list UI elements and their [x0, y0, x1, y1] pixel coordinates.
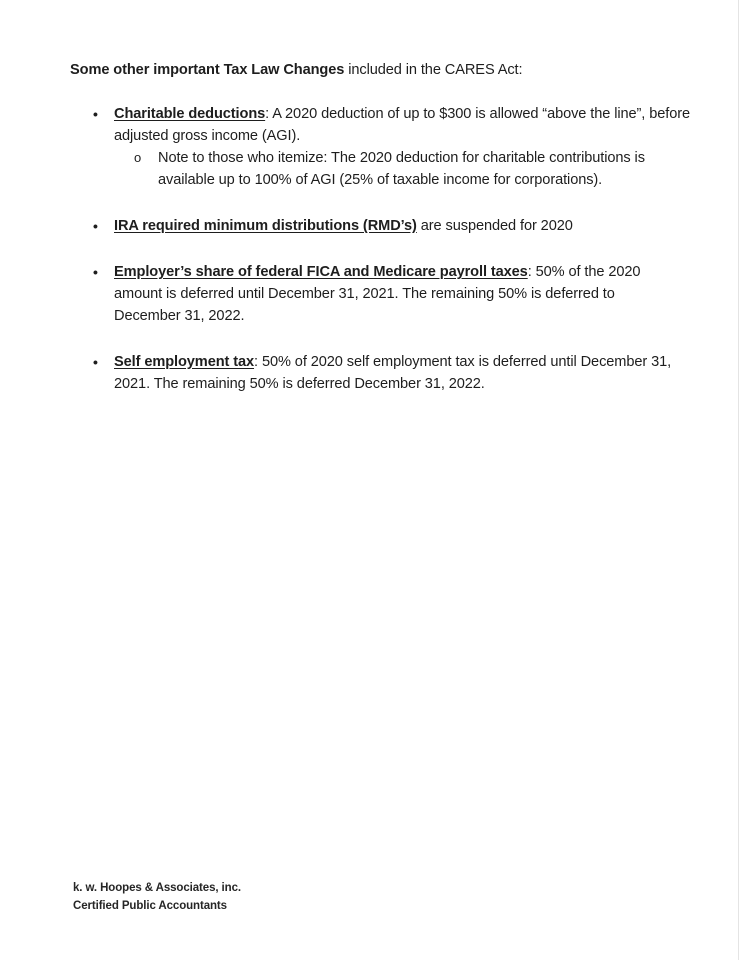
footer-signature: [73, 879, 241, 915]
item-lead: IRA required minimum distributions (RMD’s): [114, 218, 417, 234]
item-text: are suspended for 2020: [416, 218, 573, 234]
bullet-icon: •: [93, 218, 98, 234]
footer-firm-name: k. w. Hoopes & Associates, inc.: [73, 882, 241, 894]
list-item-ira-rmd: [88, 215, 698, 237]
footer-firm-subtitle: Certified Public Accountants: [73, 900, 227, 912]
section-heading: [70, 60, 522, 80]
heading-bold-text: Some other important Tax Law Changes: [70, 62, 345, 78]
item-lead: Employer’s share of federal FICA and Medicare payroll taxes: [114, 264, 528, 280]
list-item-employer-fica: [88, 261, 698, 327]
item-lead: Charitable deductions: [114, 106, 266, 122]
sub-list-item-itemize-note: [132, 147, 702, 191]
item-text: : 50% of the 2020 amount is deferred until December 31, 2021. The remaining 50% is deferred to December 31, 2022.: [114, 264, 641, 324]
bullet-icon: •: [93, 354, 98, 370]
sub-bullet-icon: o: [134, 150, 142, 165]
item-text: : 50% of 2020 self employment tax is deferred until December 31, 2021. The remaining 50% is deferred December 31, 2022.: [114, 354, 672, 392]
item-text: : A 2020 deduction of up to $300 is allowed “above the line”, before adjusted gross income (AGI).: [114, 106, 690, 144]
list-item-charitable-deductions: [88, 103, 698, 147]
bullet-icon: •: [93, 106, 98, 122]
item-lead: Self employment tax: [114, 354, 255, 370]
sub-item-text: Note to those who itemize: The 2020 deduction for charitable contributions is available up to 100% of AGI (25% of taxable income for corporations).: [158, 150, 645, 188]
heading-rest-text: included in the CARES Act:: [344, 62, 523, 78]
bullet-icon: •: [93, 264, 98, 280]
list-item-self-employment-tax: [88, 351, 698, 395]
page-edge-line: [738, 0, 739, 960]
